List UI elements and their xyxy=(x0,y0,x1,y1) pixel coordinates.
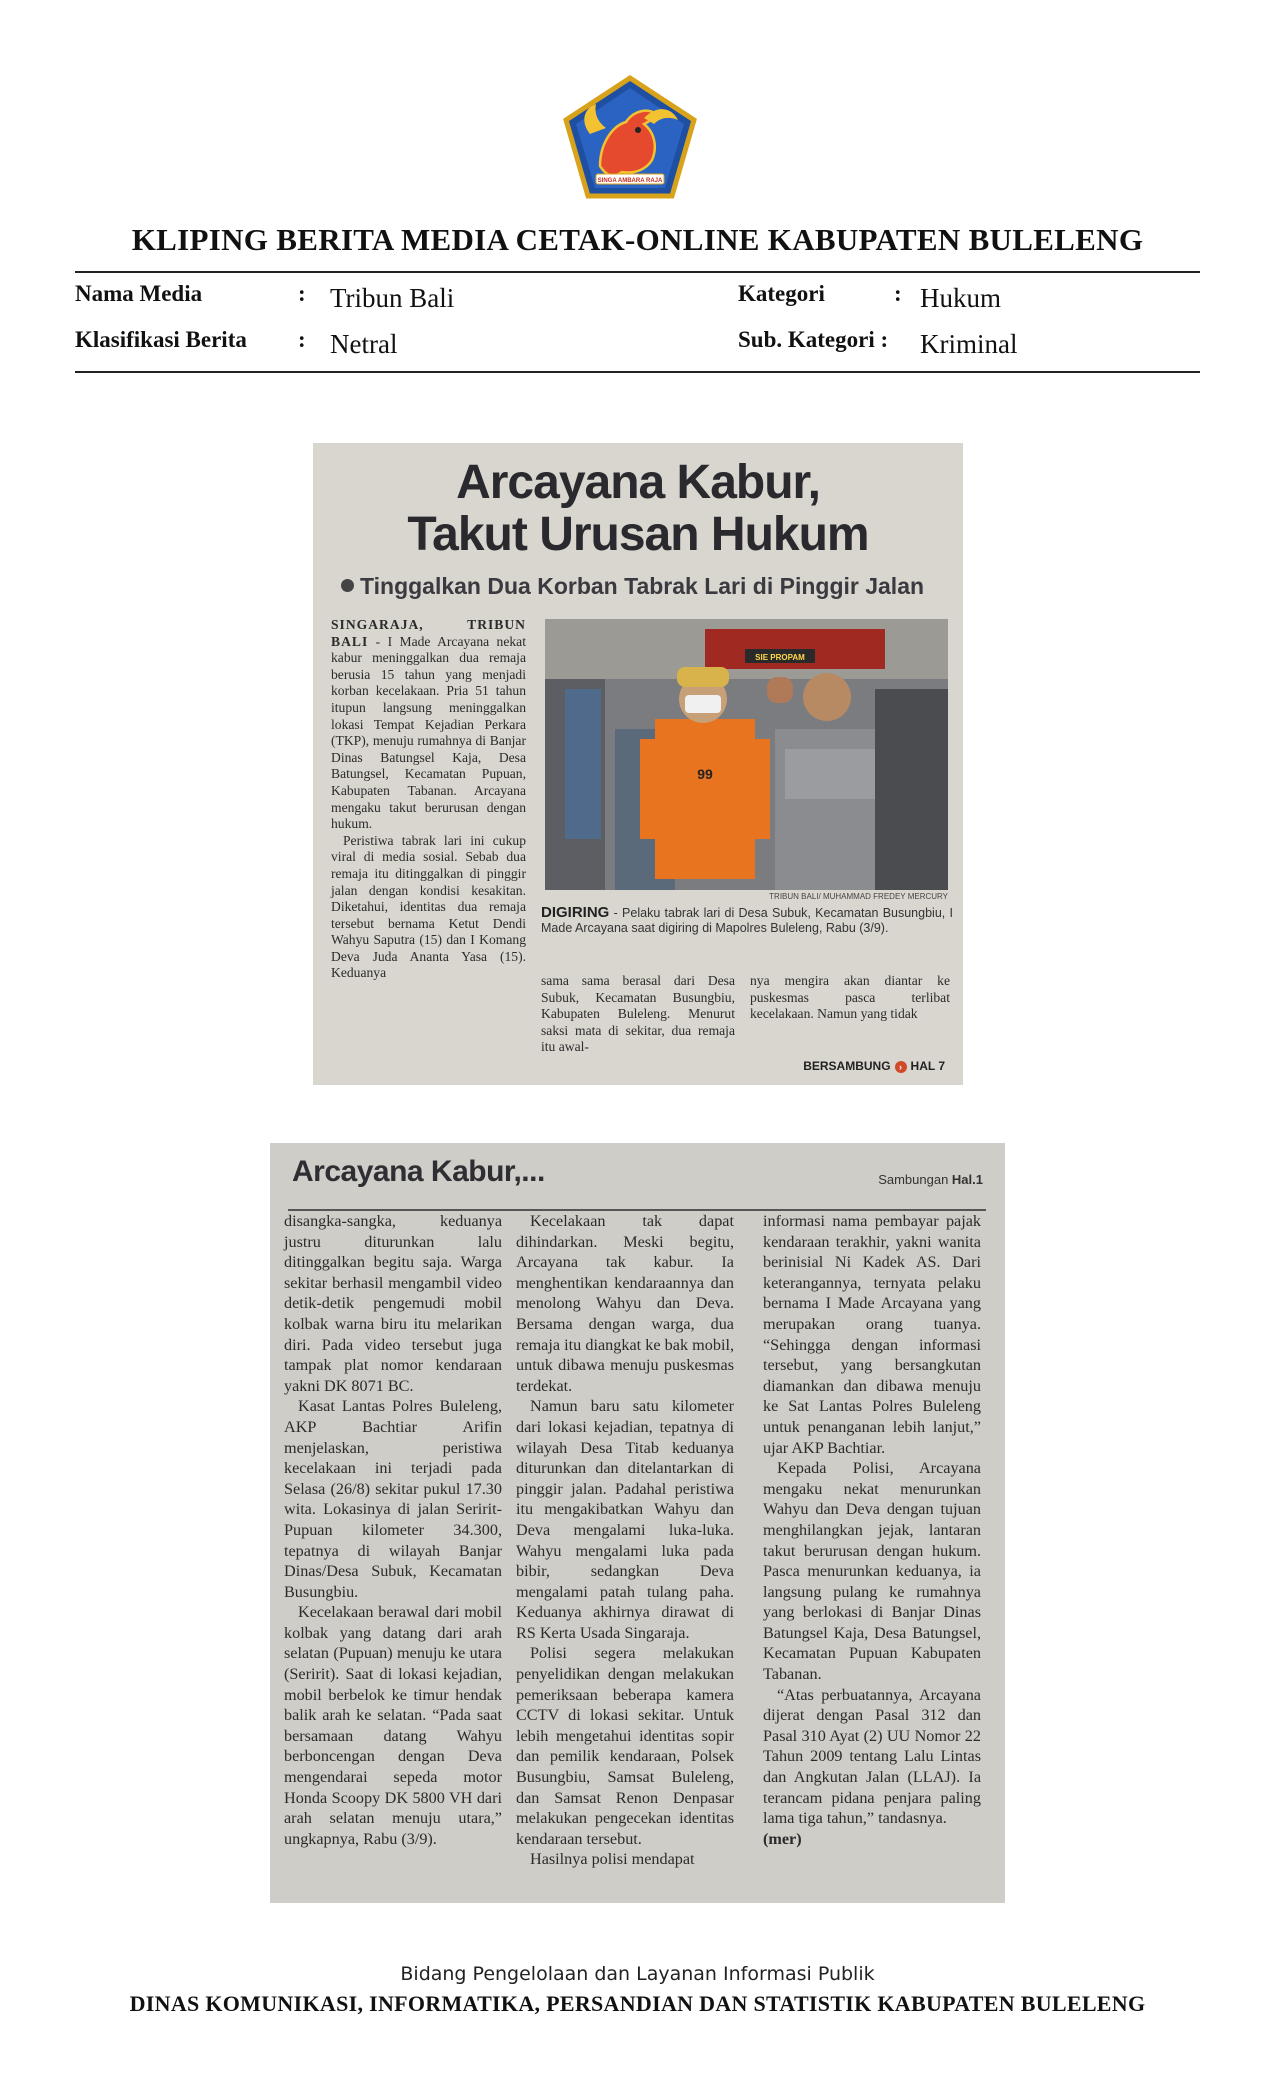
continuation-headline: Arcayana Kabur,... xyxy=(292,1155,545,1188)
continuation-source xyxy=(878,1172,983,1187)
photo-caption xyxy=(541,905,953,936)
article-paragraph: Kecelakaan berawal dari mobil kolbak yang datang dari arah selatan (Pupuan) menuju ke utara (Seririt). Saat di lokasi kejadian, mobil berbelok ke timur hendak balik arah ke selatan. “Pada saat bersamaan datang Wahyu berboncengan dengan Deva mengendarai sepeda motor Honda Scoopy DK 5800 VH dari arah selatan menuju utara,” ungkapnya, Rabu (3/9). xyxy=(284,1603,502,1848)
bullet-icon xyxy=(341,579,354,592)
continuation-column-2 xyxy=(516,1211,734,1870)
classification-value: Netral xyxy=(330,329,398,359)
footer-agency: DINAS KOMUNIKASI, INFORMATIKA, PERSANDIAN DAN STATISTIK KABUPATEN BULELENG xyxy=(129,1991,1146,2016)
building-sign: SIE PROPAM xyxy=(755,653,805,662)
continuation-column-3 xyxy=(763,1211,981,1849)
article-paragraph: Kepada Polisi, Arcayana mengaku nekat menurunkan Wahyu dan Deva dengan tujuan menghilangkan jejak, lantaran takut berurusan dengan hukum. Pasca menurunkan keduanya, ia langsung pulang ke rumahnya yang berlokasi di Banjar Dinas Batungsel Kaja, Desa Batungsel, Kecamatan Pupuan Kabupaten Tabanan. xyxy=(763,1459,981,1684)
article-paragraph: Peristiwa tabrak lari ini cukup viral di media sosial. Sebab dua remaja itu ditinggalkan di pinggir jalan dengan kondisi kesakitan. Diketahui, identitas dua remaja tersebut bernama Ketut Dendi Wahyu Saputra (15) dan I Komang Deva Juda Ananta Yasa (15). Keduanya xyxy=(331,832,526,981)
prisoner-number: 99 xyxy=(697,766,713,782)
continued-marker xyxy=(803,1059,945,1073)
news-clipping-front xyxy=(313,443,963,1085)
arrow-right-icon: › xyxy=(895,1061,907,1073)
media-name-value: Tribun Bali xyxy=(330,283,455,313)
continuation-column-1 xyxy=(284,1211,502,1849)
classification-label: Klasifikasi Berita xyxy=(75,327,247,352)
photo-credit: TRIBUN BALI/ MUHAMMAD FREDEY MERCURY xyxy=(769,892,948,901)
footer-division: Bidang Pengelolaan dan Layanan Informasi Publik xyxy=(400,1963,875,1985)
article-paragraph: Kecelakaan tak dapat dihindarkan. Meski begitu, Arcayana tak kabur. Ia menghentikan kendaraannya dan menolong Wahyu dan Deva. Bersama dengan warga, dua remaja itu diangkat ke bak mobil, untuk dibawa menuju puskesmas terdekat. xyxy=(516,1212,734,1395)
article-paragraph: Kasat Lantas Polres Buleleng, AKP Bachtiar Arifin menjelaskan, peristiwa kecelakaan ini terjadi pada Selasa (26/8) sekitar pukul 17.30 wita. Lokasinya di jalan Seririt-Pupuan kilometer 34.300, tepatnya di wilayah Banjar Dinas/Desa Subuk, Kecamatan Busungbiu. xyxy=(284,1397,502,1601)
article-paragraph: disangka-sangka, keduanya justru diturunkan lalu ditinggalkan begitu saja. Warga sekitar berhasil mengambil video detik-detik pengemudi mobil kolbak warna biru itu melarikan diri. Pada video tersebut juga tampak plat nomor kendaraan yakni DK 8071 BC. xyxy=(284,1212,502,1395)
author-initials: (mer) xyxy=(763,1829,802,1848)
headline-line-2: Takut Urusan Hukum xyxy=(407,508,869,561)
continuation-page: Hal.1 xyxy=(951,1172,983,1187)
news-photo xyxy=(545,619,948,890)
logo-motto: SINGA AMBARA RAJA xyxy=(597,178,663,184)
article-paragraph: “Atas perbuatannya, Arcayana dijerat dengan Pasal 312 dan Pasal 310 Ayat (2) UU Nomor 22 Tahun 2009 tentang Lalu Lintas dan Angkutan Jalan (LLAJ). Ia terancam pidana penjara paling lama tiga tahun,” tandasnya. xyxy=(763,1685,981,1828)
article-paragraph: - I Made Arcayana nekat kabur meninggalkan dua remaja berusia 15 tahun yang menjadi korban kecelakaan. Pria 51 tahun itupun langsung meninggalkan lokasi Tempat Kejadian Perkara (TKP), menuju rumahnya di Banjar Dinas Batungsel Kaja, Desa Batungsel, Kecamatan Pupuan, Kabupaten Tabanan. Arcayana mengaku takut berurusan dengan hukum. xyxy=(331,633,526,832)
regency-logo xyxy=(560,74,700,200)
category-colon: : xyxy=(894,281,902,306)
headline-line-1: Arcayana Kabur, xyxy=(456,456,820,509)
caption-text: - Pelaku tabrak lari di Desa Subuk, Kecamatan Busungbiu, I Made Arcayana saat digiring di Mapolres Buleleng, Rabu (3/9). xyxy=(541,906,953,935)
dateline: SINGARAJA, TRIBUN BALI xyxy=(331,617,526,649)
header-top-divider xyxy=(75,271,1200,273)
continued-label: BERSAMBUNG xyxy=(803,1059,891,1073)
subheadline-text: Tinggalkan Dua Korban Tabrak Lari di Pinggir Jalan xyxy=(360,573,925,599)
article-column-3: nya mengira akan diantar ke puskesmas pasca terlibat kecelakaan. Namun yang tidak xyxy=(750,973,950,1022)
page-title: KLIPING BERITA MEDIA CETAK-ONLINE KABUPATEN BULELENG xyxy=(131,222,1144,257)
article-column-2: sama sama berasal dari Desa Subuk, Kecamatan Busungbiu, Kabupaten Buleleng. Menurut saksi mata di sekitar, dua remaja itu awal- xyxy=(541,973,735,1055)
news-clipping-continuation xyxy=(270,1143,1005,1903)
subcategory-value: Kriminal xyxy=(920,329,1018,359)
clipping-headline xyxy=(313,457,963,561)
article-paragraph: Namun baru satu kilometer dari lokasi kejadian, tepatnya di wilayah Desa Titab keduanya diturunkan dan ditelantarkan di pinggir jalan. Padahal peristiwa itu mengakibatkan Wahyu dan Deva mengalami luka-luka. Wahyu mengalami luka pada bibir, sedangkan Deva mengalami patah tulang paha. Keduanya akhirnya dirawat di RS Kerta Usada Singaraja. xyxy=(516,1397,734,1642)
article-paragraph: Hasilnya polisi mendapat xyxy=(530,1850,695,1869)
continuation-prefix: Sambungan xyxy=(878,1172,952,1187)
caption-keyword: DIGIRING xyxy=(541,904,610,921)
clipping-subheadline xyxy=(341,573,924,600)
article-column-1 xyxy=(331,617,526,982)
continued-page: HAL 7 xyxy=(910,1059,945,1073)
subcategory-label: Sub. Kategori : xyxy=(738,327,889,352)
category-value: Hukum xyxy=(920,283,1001,313)
media-name-label: Nama Media xyxy=(75,281,203,306)
media-name-colon: : xyxy=(298,281,306,306)
category-label: Kategori xyxy=(738,281,825,306)
article-paragraph: informasi nama pembayar pajak kendaraan terakhir, yakni wanita berinisial Ni Kadek AS. Dari keterangannya, ternyata pelaku bernama I Made Arcayana yang merupakan orang tuanya. “Sehingga dengan informasi tersebut, yang bersangkutan diamankan dan dibawa menuju ke Sat Lantas Polres Buleleng untuk penanganan lebih lanjut,” ujar AKP Bachtiar. xyxy=(763,1212,981,1457)
article-paragraph: Polisi segera melakukan penyelidikan dengan melakukan pemeriksaan beberapa kamera CCTV di lokasi sekitar. Untuk lebih mengetahui identitas sopir dan pemilik kendaraan, Polsek Busungbiu, Samsat Buleleng, dan Samsat Renon Denpasar melakukan pengecekan identitas kendaraan tersebut. xyxy=(516,1644,734,1848)
classification-colon: : xyxy=(298,327,306,352)
header-bottom-divider xyxy=(75,371,1200,373)
